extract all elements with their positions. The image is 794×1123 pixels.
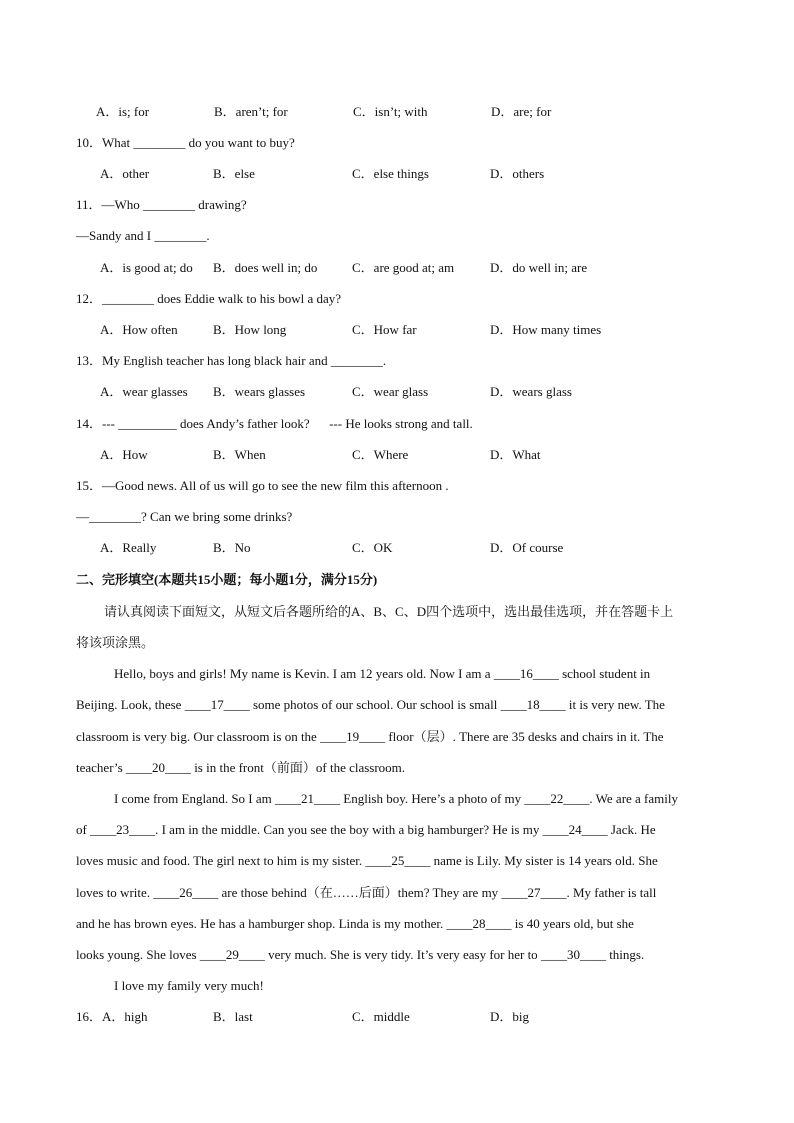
question-stem: 15．—Good news. All of us will go to see the new film this afternoon .: [76, 478, 449, 493]
option-d: D．Of course: [490, 540, 564, 555]
section-title: 二、完形填空(本题共15小题；每小题1分，满分15分): [76, 572, 378, 587]
question-stem: 14．--- _________ does Andy’s father look? --- He looks strong and tall.: [76, 416, 473, 431]
blank-26: ____26____: [153, 885, 219, 900]
option-a: A．is good at; do: [100, 260, 193, 275]
passage-text: I come from England. So I am: [114, 791, 276, 806]
passage-text: is 40 years old, but she: [511, 916, 634, 931]
q13-options: [100, 384, 700, 400]
option-c: C．isn’t; with: [353, 104, 428, 119]
passage-text: loves to write.: [76, 885, 154, 900]
option-d: D．How many times: [490, 322, 602, 337]
option-b: B．last: [213, 1009, 253, 1024]
passage-text: Hello, boys and girls! My name is Kevin. I am 12 years old. Now I am a: [114, 666, 494, 681]
q15-options: [100, 540, 700, 556]
passage-text: looks young. She loves: [76, 947, 200, 962]
option-d: D．are; for: [491, 104, 552, 119]
option-c: C．wear glass: [352, 384, 429, 399]
option-a: A．Really: [100, 540, 157, 555]
question-stem: 13．My English teacher has long black hair and ________.: [76, 353, 387, 368]
blank-19: ____19____: [320, 729, 386, 744]
q11-options: [100, 260, 700, 276]
passage-text: of: [76, 822, 91, 837]
option-d: D．wears glass: [490, 384, 572, 399]
passage-line: [76, 791, 756, 807]
option-d: D．big: [490, 1009, 530, 1024]
option-d: D．do well in; are: [490, 260, 588, 275]
option-b: B．else: [213, 166, 255, 181]
passage-text: . I am in the middle. Can you see the boy with a big hamburger? He is my: [155, 822, 543, 837]
option-c: C．How far: [352, 322, 417, 337]
option-a: A．is; for: [96, 104, 150, 119]
passage-line: I love my family very much!: [114, 978, 264, 993]
option-d: D．What: [490, 447, 541, 462]
passage-line: [76, 666, 756, 682]
question-stem: 10．What ________ do you want to buy?: [76, 135, 295, 150]
q14-options: [100, 447, 700, 463]
question-stem-continued: —________? Can we bring some drinks?: [76, 509, 293, 524]
option-b: B．does well in; do: [213, 260, 318, 275]
option-c: C．middle: [352, 1009, 410, 1024]
blank-18: ____18____: [500, 697, 566, 712]
option-b: B．aren’t; for: [214, 104, 288, 119]
option-c: C．OK: [352, 540, 393, 555]
passage-text: is in the front（前面）of the classroom.: [190, 760, 406, 775]
section-instruction: 请认真阅读下面短文，从短文后各题所给的A、B、C、D四个选项中，选出最佳选项，并在答题卡上: [104, 604, 674, 619]
passage-text: are those behind（在……后面）them? They are my: [218, 885, 502, 900]
passage-text: loves music and food. The girl next to him is my sister.: [76, 853, 366, 868]
option-b: B．How long: [213, 322, 287, 337]
passage-text: very much. She is very tidy. It’s very easy for her to: [264, 947, 541, 962]
passage-line: [76, 760, 718, 776]
option-c: C．Where: [352, 447, 409, 462]
passage-text: name is Lily. My sister is 14 years old. She: [430, 853, 658, 868]
blank-20: ____20____: [125, 760, 191, 775]
option-a: A．How: [100, 447, 148, 462]
blank-25: ____25____: [365, 853, 431, 868]
passage-line: [76, 822, 718, 838]
option-d: D．others: [490, 166, 545, 181]
blank-23: ____23____: [90, 822, 156, 837]
blank-29: ____29____: [199, 947, 265, 962]
blank-17: ____17____: [184, 697, 250, 712]
option-b: B．When: [213, 447, 266, 462]
blank-30: ____30____: [540, 947, 606, 962]
passage-text: school student in: [558, 666, 651, 681]
blank-22: ____22____: [524, 791, 590, 806]
option-b: B．No: [213, 540, 251, 555]
passage-text: some photos of our school. Our school is small: [249, 697, 501, 712]
q16-options: [76, 1009, 696, 1025]
blank-16: ____16____: [493, 666, 559, 681]
q12-options: [100, 322, 700, 338]
passage-text: . My father is tall: [566, 885, 657, 900]
option-a: A．wear glasses: [100, 384, 188, 399]
option-b: B．wears glasses: [213, 384, 306, 399]
option-c: C．are good at; am: [352, 260, 455, 275]
section-instruction-continued: 将该项涂黑。: [76, 635, 155, 650]
passage-text: . We are a family: [589, 791, 678, 806]
passage-text: it is very new. The: [565, 697, 665, 712]
passage-line: [76, 947, 718, 963]
option-a: 16．A．high: [76, 1009, 148, 1024]
passage-line: [76, 916, 718, 932]
passage-line: [76, 697, 718, 713]
passage-line: [76, 729, 718, 745]
option-a: A．other: [100, 166, 150, 181]
option-a: A．How often: [100, 322, 178, 337]
passage-line: [76, 853, 718, 869]
passage-text: floor（层）. There are 35 desks and chairs in it. The: [385, 729, 664, 744]
question-stem-continued: —Sandy and I ________.: [76, 228, 210, 243]
blank-24: ____24____: [542, 822, 608, 837]
blank-21: ____21____: [275, 791, 341, 806]
passage-text: teacher’s: [76, 760, 126, 775]
passage-text: English boy. Here’s a photo of my: [340, 791, 525, 806]
passage-text: classroom is very big. Our classroom is on the: [76, 729, 321, 744]
option-c: C．else things: [352, 166, 429, 181]
passage-text: Jack. He: [607, 822, 656, 837]
q10-options: [100, 166, 700, 182]
blank-27: ____27____: [501, 885, 567, 900]
q9-options: [96, 104, 696, 120]
passage-line: [76, 885, 718, 901]
blank-28: ____28____: [446, 916, 512, 931]
passage-text: things.: [605, 947, 645, 962]
passage-text: Beijing. Look, these: [76, 697, 185, 712]
question-stem: 12．________ does Eddie walk to his bowl a day?: [76, 291, 342, 306]
passage-text: and he has brown eyes. He has a hamburger shop. Linda is my mother.: [76, 916, 447, 931]
question-stem: 11．—Who ________ drawing?: [76, 197, 247, 212]
